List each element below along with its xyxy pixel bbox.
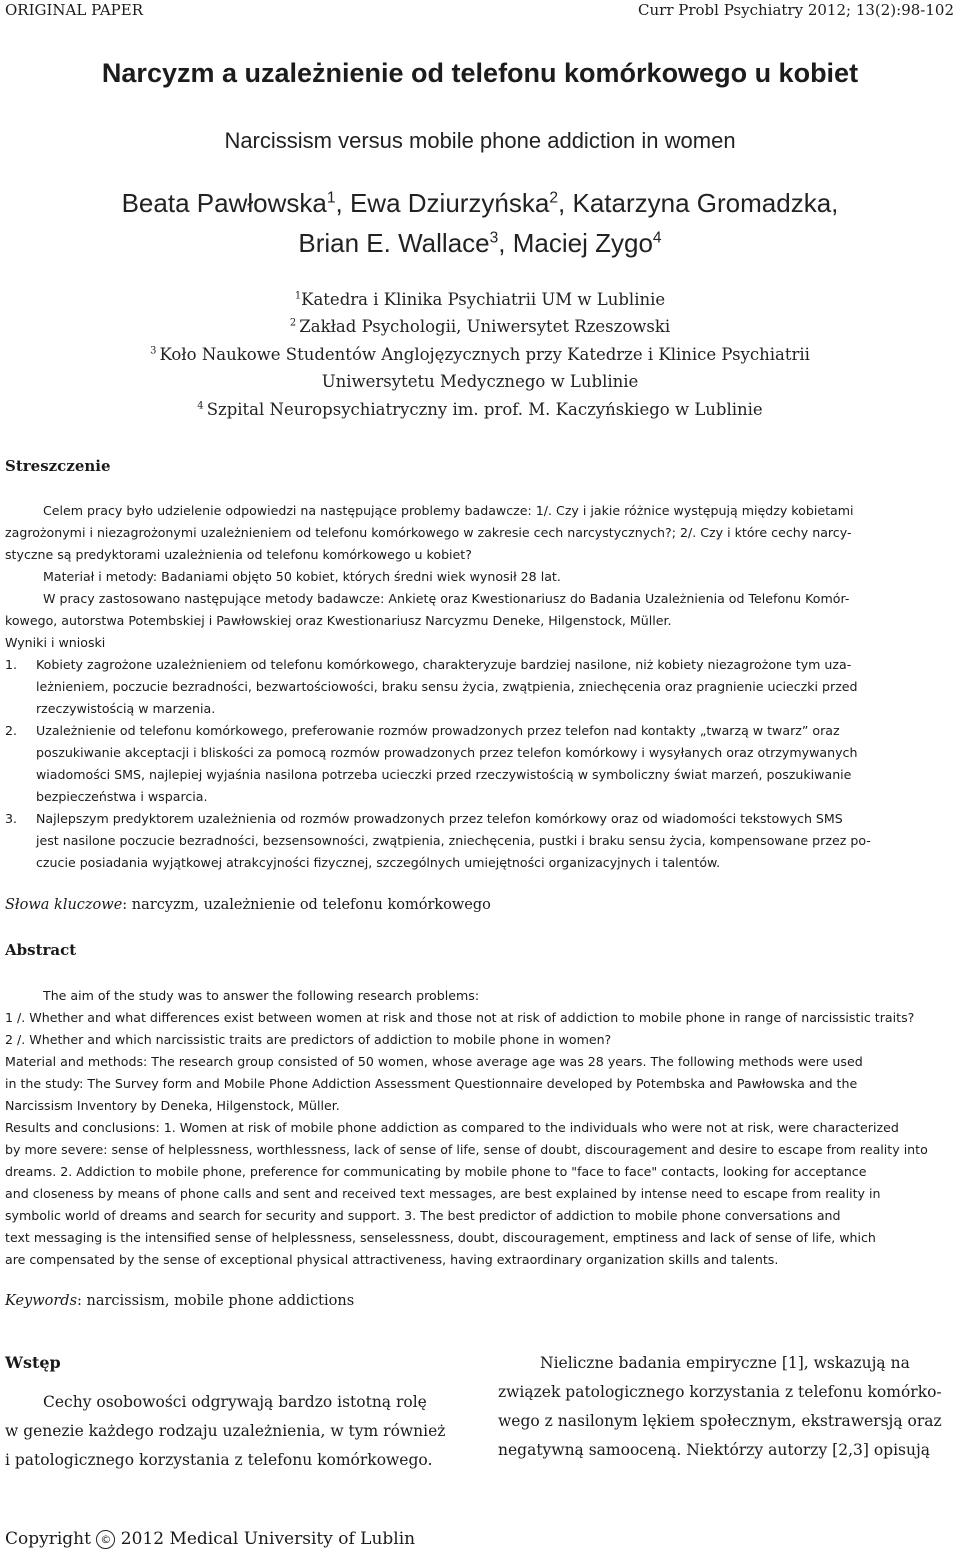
author-name: Beata Pawłowska [121,188,327,218]
text-line: text messaging is the intensified sense of helplessness, senselessness, doubt, discouragement, emptiness and lack of sense of life, which [5,1230,876,1245]
affiliation: $^3$ Koło Naukowe Studentów Anglojęzycznych przy Katedrze i Klinice Psychiatrii [150,345,810,364]
results-item: 3. Najlepszym predyktorem uzależnienia od rozmów prowadzonych przez telefon komórkowy oraz od wiadomości tekstowych SMS jest nasilone poczucie bezradności, bezsensowności, zwątpienia, zniechęcenia, pustki i braku sensu życia, kompensowane przez po- czucie posiadania wyjątkowej atrakcyjności fizycznej, szczególnych umiejętności organizacyjnych i talentów. [5,811,871,870]
affiliation: $^4$ Szpital Neuropsychiatryczny im. prof. M. Kaczyńskiego w Lublinie [197,400,763,419]
text-line: związek patologicznego korzystania z telefonu komórko- [498,1383,942,1401]
keywords-en: Keywords: narcissism, mobile phone addictions [5,1293,355,1309]
text-line: and closeness by means of phone calls and sent and received text messages, are best explained by intense need to escape from reality in [5,1186,881,1201]
intro-left-column [5,1388,457,1475]
text-line: W pracy zastosowano następujące metody badawcze: Ankietę oraz Kwestionariusz do Badania Uzależnienia od Telefonu Komór- [43,591,850,606]
text-line: i patologicznego korzystania z telefonu komórkowego. [5,1451,433,1469]
author-name: Brian E. Wallace [298,228,490,258]
keywords-pl: Słowa kluczowe: narcyzm, uzależnienie od telefonu komórkowego [5,897,491,913]
header-label: ORIGINAL PAPER [5,1,143,19]
author-sup: 3 [489,229,499,247]
authors-line-2 [0,228,960,259]
author-sup: 4 [652,229,662,247]
text-line: by more severe: sense of helplessness, worthlessness, lack of sense of life, sense of doubt, discouragement and desire to escape from reality into [5,1142,928,1157]
intro-right-column [498,1349,953,1465]
abstract-heading: Abstract [5,941,77,959]
text-line: in the study: The Survey form and Mobile Phone Addiction Assessment Questionnaire developed by Potembska and Pawłowska and the [5,1076,858,1091]
text-line: Results and conclusions: 1. Women at risk of mobile phone addiction as compared to the individuals who were not at risk, were characterized [5,1120,899,1135]
results-item: 1. Kobiety zagrożone uzależnieniem od telefonu komórkowego, charakteryzuje bardziej nasilone, niż kobiety niezagrożone tym uza- leżnieniem, poczucie bezradności, bezwartościowości, braku sensu życia, zwątpienia, zniechęcenia oraz pragnienie ucieczki przed rzeczywistością w marzenia. [5,657,858,716]
text-line: 2 /. Whether and which narcissistic traits are predictors of addiction to mobile phone in women? [5,1032,612,1047]
text-line: symbolic world of dreams and search for security and support. 3. The best predictor of addiction to mobile phone conversations and [5,1208,841,1223]
author-name: , Katarzyna Gromadzka, [558,188,839,218]
affiliation: $^2$ Zakład Psychologii, Uniwersytet Rzeszowski [289,317,671,336]
text-line: 1 /. Whether and what differences exist between women at risk and those not at risk of addiction to mobile phone in range of narcissistic traits? [5,1010,915,1025]
results-item: 2. Uzależnienie od telefonu komórkowego, preferowanie rozmów prowadzonych przez telefon nad kontakty „twarzą w twarz” oraz poszukiwanie akceptacji i bliskości za pomocą rozmów prowadzonych przez telefon komórkowy i wysyłanych oraz otrzymywanych wiadomości SMS, najlepiej wyjaśnia nasilona potrzeba ucieczki przed rzeczywistością w symboliczny świat marzeń, poszukiwanie bezpieczeństwa i wsparcia. [5,723,858,804]
journal-citation: Curr Probl Psychiatry 2012; 13(2):98-102 [638,1,954,19]
author-name: , Maciej Zygo [498,228,653,258]
copyright-icon: © [96,1530,115,1549]
text-line: Narcissism Inventory by Deneka, Hilgenstock, Müller. [5,1098,340,1113]
affiliation: Uniwersytetu Medycznego w Lublinie [321,372,639,391]
text-line: kowego, autorstwa Potembskiej i Pawłowskiej oraz Kwestionariusz Narcyzmu Deneke, Hilgenstock, Müller. [5,613,672,628]
text-line: are compensated by the sense of exceptional physical attractiveness, having extraordinary organization skills and talents. [5,1252,779,1267]
streszczenie-heading: Streszczenie [5,457,111,475]
paper-subtitle: Narcissism versus mobile phone addiction in women [224,128,736,153]
text-line: w genezie każdego rodzaju uzależnienia, w tym również [5,1422,446,1440]
text-line: zagrożonymi i niezagrożonymi uzależnieniem od telefonu komórkowego w zakresie cech narcystycznych?; 2/. Czy i które cechy narcy- [5,525,852,540]
copyright-footer: Copyright © 2012 Medical University of Lublin [5,1529,416,1549]
text-line: dreams. 2. Addiction to mobile phone, preference for communicating by mobile phone to "face to face" contacts, looking for acceptance [5,1164,867,1179]
text-line: Material and methods: The research group consisted of 50 women, whose average age was 28 years. The following methods were used [5,1054,863,1069]
authors-line-1 [0,188,960,219]
text-line: styczne są predyktorami uzależnienia od telefonu komórkowego u kobiet? [5,547,472,562]
author-sup: 2 [549,189,559,207]
streszczenie-body [5,500,953,874]
paper-title: Narcyzm a uzależnienie od telefonu komórkowego u kobiet [101,58,859,88]
text-line: The aim of the study was to answer the following research problems: [43,988,480,1003]
author-name: , Ewa Dziurzyńska [335,188,550,218]
text-line: Materiał i metody: Badaniami objęto 50 kobiet, których średni wiek wynosił 28 lat. [43,569,561,584]
author-sup: 1 [326,189,336,207]
affiliation: $^1$Katedra i Klinika Psychiatrii UM w Lublinie [294,290,666,309]
text-line: Cechy osobowości odgrywają bardzo istotną rolę [43,1393,427,1411]
text-line: Nieliczne badania empiryczne [1], wskazują na [540,1354,910,1372]
results-heading: Wyniki i wnioski [5,635,106,650]
abstract-body [5,985,953,1271]
text-line: Celem pracy było udzielenie odpowiedzi na następujące problemy badawcze: 1/. Czy i jakie różnice występują między kobietami [43,503,854,518]
intro-heading: Wstęp [5,1353,61,1372]
text-line: negatywną samooceną. Niektórzy autorzy [2,3] opisują [498,1441,931,1459]
text-line: wego z nasilonym lękiem społecznym, ekstrawersją oraz [498,1412,942,1430]
